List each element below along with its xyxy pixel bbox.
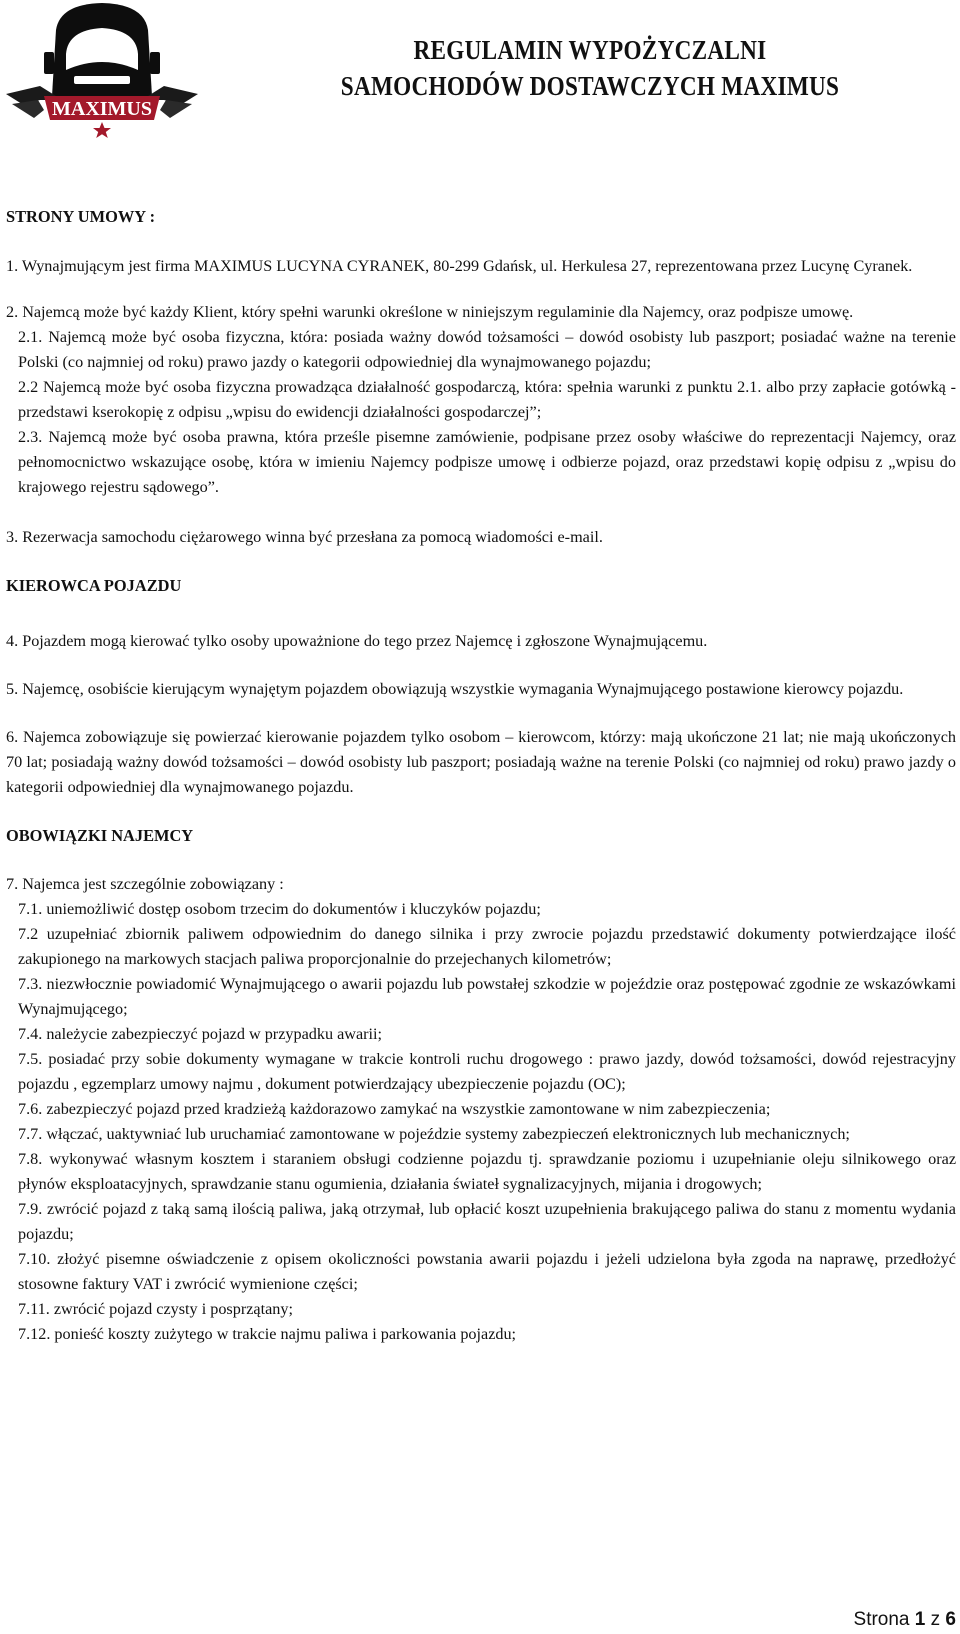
paragraph-2: 2. Najemcą może być każdy Klient, który spełni warunki określone w niniejszym regulaminie dla Najemcy, oraz podpisze umowę.	[6, 303, 854, 321]
list-item-7-1: 7.1. uniemożliwić dostęp osobom trzecim do dokumentów i kluczyków pojazdu;	[18, 900, 541, 918]
page-number-prefix: Strona	[853, 1609, 915, 1630]
title-line-1: REGULAMIN WYPOŻYCZALNI	[413, 35, 767, 65]
title-line-2: SAMOCHODÓW DOSTAWCZYCH MAXIMUS	[340, 71, 840, 101]
page-number	[854, 1609, 956, 1631]
truck-logo-icon	[4, 0, 200, 150]
section-heading-obowiazki: OBOWIĄZKI NAJEMCY	[6, 826, 194, 845]
list-item-7-7: 7.7. włączać, uaktywniać lub uruchamiać zamontowane w pojeździe systemy zabezpieczeń elektronicznych lub mechanicznych;	[18, 1125, 850, 1143]
paragraph-6: 6. Najemca zobowiązuje się powierzać kierowanie pojazdem tylko osobom – kierowcom, którzy: mają ukończone 21 lat; nie mają ukończonych 70 lat; posiadają ważny dowód tożsamości – dowód osobisty lub paszport; posiadają ważne na terenie Polski (co najmniej od roku) prawo jazdy o kategorii odpowiedniej dla wynajmowanego pojazdu.	[6, 728, 956, 796]
list-item-7-11: 7.11. zwrócić pojazd czysty i posprzątany;	[18, 1300, 293, 1318]
document-body	[6, 204, 956, 1347]
list-item-7-8: 7.8. wykonywać własnym kosztem i staraniem obsługi codzienne pojazdu tj. sprawdzanie poziomu i uzupełnianie oleju silnikowego oraz płynów eksploatacyjnych, sprawdzanie stanu ogumienia, działania świateł sygnalizacyjnych, mijania i drogowych;	[18, 1150, 956, 1193]
paragraph-3: 3. Rezerwacja samochodu ciężarowego winna być przesłana za pomocą wiadomości e-mail.	[6, 528, 603, 546]
list-item-7-3: 7.3. niezwłocznie powiadomić Wynajmującego o awarii pojazdu lub powstałej szkodzie w pojeździe oraz postępować zgodnie ze wskazówkami Wynajmującego;	[18, 975, 956, 1018]
page-number-sep: z	[925, 1609, 946, 1630]
list-item-7-6: 7.6. zabezpieczyć pojazd przed kradzieżą każdorazowo zamykać na wszystkie zamontowane w nim zabezpieczenia;	[18, 1100, 771, 1118]
maximus-logo	[4, 0, 200, 150]
paragraph-2-3: 2.3. Najemcą może być osoba prawna, która prześle pisemne zamówienie, podpisane przez osoby właściwe do reprezentacji Najemcy, oraz pełnomocnictwo wskazujące osobę, która w imieniu Najemcy podpisze umowę i odbierze pojazd, oraz przedstawi kopię odpisu z „wpisu do krajowego rejestru sądowego”.	[18, 428, 956, 496]
list-item-7-10: 7.10. złożyć pisemne oświadczenie z opisem okoliczności powstania awarii pojazdu i jeżeli udzielona była zgoda na naprawę, przedłożyć stosowne faktury VAT i zwrócić wymienione części;	[18, 1250, 956, 1293]
list-item-7-2: 7.2 uzupełniać zbiornik paliwem odpowiednim do danego silnika i przy zwrocie pojazdu przedstawić dokumenty potwierdzające ilość zakupionego na markowych stacjach paliwa proporcjonalnie do przejechanych kilometrów;	[18, 925, 956, 968]
paragraph-2-1-text: 2.1. Najemcą może być osoba fizyczna, która: posiada ważny dowód tożsamości – dowód osobisty lub paszport; posiadać ważne na terenie Polski (co najmniej od roku) prawo jazdy o kategorii odpowiedniej dla wynajmowanego pojazdu;	[18, 328, 956, 371]
paragraph-2-2: 2.2 Najemcą może być osoba fizyczna prowadząca działalność gospodarczą, która: spełnia warunki z punktu 2.1. albo przy zapłacie gotówką - przedstawi kserokopię z odpisu „wpisu do ewidencji działalności gospodarczej”;	[18, 378, 956, 421]
page-number-total: 6	[945, 1609, 956, 1630]
list-item-7-12: 7.12. ponieść koszty zużytego w trakcie najmu paliwa i parkowania pojazdu;	[18, 1325, 517, 1343]
list-item-7-4: 7.4. należycie zabezpieczyć pojazd w przypadku awarii;	[18, 1025, 383, 1043]
paragraph-5: 5. Najemcę, osobiście kierującym wynajętym pojazdem obowiązują wszystkie wymagania Wynajmującego postawione kierowcy pojazdu.	[6, 680, 904, 698]
section-heading-kierowca: KIEROWCA POJAZDU	[6, 576, 182, 595]
page-number-current: 1	[914, 1609, 926, 1630]
paragraph-2-1	[6, 325, 956, 375]
section-heading-strony: STRONY UMOWY :	[6, 207, 156, 226]
list-item-7-9: 7.9. zwrócić pojazd z taką samą ilością paliwa, jaką otrzymał, lub opłacić koszt uzupełnienia brakującego paliwa do stanu z momentu wydania pojazdu;	[18, 1200, 956, 1243]
list-item-7-5: 7.5. posiadać przy sobie dokumenty wymagane w trakcie kontroli ruchu drogowego : prawo jazdy, dowód tożsamości, dowód rejestracyjny pojazdu , egzemplarz umowy najmu , dokument potwierdzający ubezpieczenie pojazdu (OC);	[18, 1050, 956, 1093]
logo-text: MAXIMUS	[52, 98, 152, 120]
paragraph-1: 1. Wynajmującym jest firma MAXIMUS LUCYNA CYRANEK, 80-299 Gdańsk, ul. Herkulesa 27, reprezentowana przez Lucynę Cyranek.	[6, 257, 913, 275]
paragraph-4: 4. Pojazdem mogą kierować tylko osoby upoważnione do tego przez Najemcę i zgłoszone Wynajmującemu.	[6, 632, 708, 650]
document-title	[272, 32, 908, 104]
paragraph-7: 7. Najemca jest szczególnie zobowiązany :	[6, 875, 284, 893]
